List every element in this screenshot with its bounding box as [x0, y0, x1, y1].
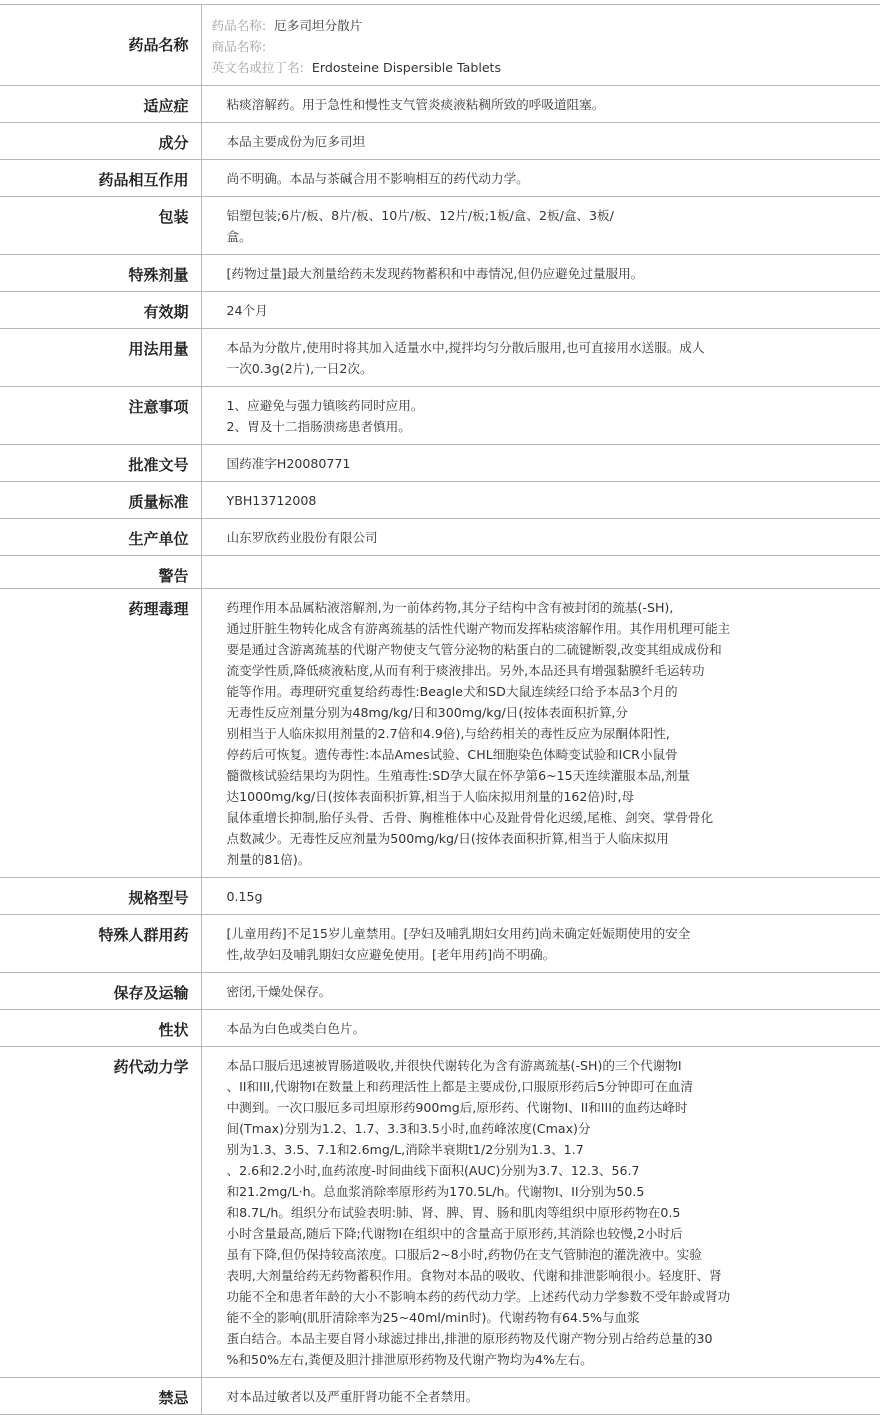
- label-usage: 用法用量: [0, 329, 201, 387]
- label-storage: 保存及运输: [0, 973, 201, 1010]
- pharmacology-line: 停药后可恢复。遗传毒性:本品Ames试验、CHL细胞染色体畸变试验和ICR小鼠骨: [226, 747, 678, 762]
- label-packaging: 包装: [0, 197, 201, 255]
- pharmacology-line: 流变学性质,降低痰液粘度,从而有利于痰液排出。另外,本品还具有增强黏膜纤毛运转功: [226, 663, 705, 678]
- pharmacokinetics-line: 中测到。一次口服厄多司坦原形药900mg后,原形药、代谢物I、II和III的血药达峰时: [226, 1100, 688, 1115]
- label-pharmacology: 药理毒理: [0, 589, 201, 878]
- value-contraindications: 对本品过敏者以及严重肝肾功能不全者禁用。: [201, 1378, 880, 1415]
- row-validity: [0, 292, 880, 329]
- row-manufacturer: [0, 519, 880, 556]
- pharmacokinetics-line: 功能不全和患者年龄的大小不影响本药的药代动力学。上述药代动力学参数不受年龄或肾功: [226, 1289, 731, 1304]
- label-spec: 规格型号: [0, 878, 201, 915]
- english-name-label: 英文名或拉丁名:: [211, 60, 304, 75]
- special-population-line: 性,故孕妇及哺乳期妇女应避免使用。[老年用药]尚不明确。: [226, 947, 556, 962]
- pharmacokinetics-line: 能不全的影响(肌肝清除率为25~40ml/min时)。代谢药物有64.5%与血浆: [226, 1310, 640, 1325]
- value-packaging: [201, 197, 880, 255]
- value-special-dosage: [药物过量]最大剂量给药未发现药物蓄积和中毒情况,但仍应避免过量服用。: [201, 255, 880, 292]
- pharmacology-line: 能等作用。毒理研究重复给药毒性:Beagle犬和SD大鼠连续经口给予本品3个月的: [226, 684, 678, 699]
- generic-name-label: 药品名称:: [211, 18, 267, 33]
- english-name-value: Erdosteine Dispersible Tablets: [311, 60, 502, 75]
- pharmacology-line: 鼠体重增长抑制,胎仔头骨、舌骨、胸椎椎体中心及趾骨骨化迟缓,尾椎、剑突、掌骨骨化: [226, 810, 714, 825]
- row-packaging: [0, 197, 880, 255]
- pharmacokinetics-line: 、2.6和2.2小时,血药浓度-时间曲线下面积(AUC)分别为3.7、12.3、56.7: [226, 1163, 640, 1178]
- packaging-line: 铝塑包装;6片/板、8片/板、10片/板、12片/板;1板/盒、2板/盒、3板/: [226, 208, 614, 223]
- pharmacokinetics-line: 和21.2mg/L·h。总血浆消除率原形药为170.5L/h。代谢物I、II分别为50.5: [226, 1184, 645, 1199]
- pharmacology-line: 达1000mg/kg/日(按体表面积折算,相当于人临床拟用剂量的162倍)时,母: [226, 789, 635, 804]
- pharmacokinetics-line: %和50%左右,粪便及胆汁排泄原形药物及代谢产物均为4%左右。: [226, 1352, 593, 1367]
- generic-name-value: 厄多司坦分散片: [274, 18, 363, 33]
- row-standard: [0, 482, 880, 519]
- label-validity: 有效期: [0, 292, 201, 329]
- label-indication: 适应症: [0, 86, 201, 123]
- pharmacology-line: 要是通过含游离巯基的代谢产物使支气管分泌物的粘蛋白的二硫键断裂,改变其组成成份和: [226, 642, 722, 657]
- pharmacology-line: 无毒性反应剂量分别为48mg/kg/日和300mg/kg/日(按体表面积折算,分: [226, 705, 629, 720]
- row-spec: [0, 878, 880, 915]
- pharmacokinetics-line: 别为1.3、3.5、7.1和2.6mg/L,消除半衰期t1/2分别为1.3、1.7: [226, 1142, 584, 1157]
- trade-name-label: 商品名称:: [211, 39, 267, 54]
- value-storage: 密闭,干燥处保存。: [201, 973, 880, 1010]
- pharmacology-line: 通过肝脏生物转化成含有游离巯基的活性代谢产物而发挥粘痰溶解作用。其作用机理可能主: [226, 621, 731, 636]
- drug-info-table: [0, 4, 880, 1415]
- row-storage: [0, 973, 880, 1010]
- row-pharmacology: [0, 589, 880, 878]
- value-precautions: [201, 387, 880, 445]
- value-approval: 国药准字H20080771: [201, 445, 880, 482]
- label-special-dosage: 特殊剂量: [0, 255, 201, 292]
- label-precautions: 注意事项: [0, 387, 201, 445]
- value-special-population: [201, 915, 880, 973]
- packaging-line: 盒。: [226, 229, 252, 244]
- label-appearance: 性状: [0, 1010, 201, 1047]
- precaution-line: 2、胃及十二指肠溃疡患者慎用。: [226, 419, 411, 434]
- pharmacology-line: 药理作用本品属粘液溶解剂,为一前体药物,其分子结构中含有被封闭的巯基(-SH),: [226, 600, 674, 615]
- value-spec: 0.15g: [201, 878, 880, 915]
- row-drug-name: [0, 5, 880, 86]
- row-contraindications: [0, 1378, 880, 1415]
- label-ingredients: 成分: [0, 123, 201, 160]
- row-appearance: [0, 1010, 880, 1047]
- row-special-population: [0, 915, 880, 973]
- value-manufacturer: 山东罗欣药业股份有限公司: [201, 519, 880, 556]
- pharmacokinetics-line: 和8.7L/h。组织分布试验表明:肺、肾、脾、胃、肠和肌肉等组织中原形药物在0.5: [226, 1205, 681, 1220]
- pharmacokinetics-line: 、II和III,代谢物I在数量上和药理活性上都是主要成份,口服原形药后5分钟即可在血清: [226, 1079, 693, 1094]
- label-pharmacokinetics: 药代动力学: [0, 1047, 201, 1378]
- label-interactions: 药品相互作用: [0, 160, 201, 197]
- row-warning: [0, 556, 880, 589]
- pharmacology-line: 髓微核试验结果均为阴性。生殖毒性:SD孕大鼠在怀孕第6~15天连续灌服本品,剂量: [226, 768, 691, 783]
- pharmacokinetics-line: 虽有下降,但仍保持较高浓度。口服后2~8小时,药物仍在支气管肺泡的灌洗液中。实验: [226, 1247, 702, 1262]
- row-ingredients: [0, 123, 880, 160]
- label-warning: 警告: [0, 556, 201, 589]
- value-standard: YBH13712008: [201, 482, 880, 519]
- pharmacology-line: 点数减少。无毒性反应剂量为500mg/kg/日(按体表面积折算,相当于人临床拟用: [226, 831, 669, 846]
- row-special-dosage: [0, 255, 880, 292]
- precaution-line: 1、应避免与强力镇咳药同时应用。: [226, 398, 424, 413]
- value-indication: 粘痰溶解药。用于急性和慢性支气管炎痰液粘稠所致的呼吸道阻塞。: [201, 86, 880, 123]
- row-approval: [0, 445, 880, 482]
- pharmacokinetics-line: 小时含量最高,随后下降;代谢物I在组织中的含量高于原形药,其消除也较慢,2小时后: [226, 1226, 683, 1241]
- label-standard: 质量标准: [0, 482, 201, 519]
- pharmacokinetics-line: 间(Tmax)分别为1.2、1.7、3.3和3.5小时,血药峰浓度(Cmax)分: [226, 1121, 591, 1136]
- value-interactions: 尚不明确。本品与茶碱合用不影响相互的药代动力学。: [201, 160, 880, 197]
- row-pharmacokinetics: [0, 1047, 880, 1378]
- label-contraindications: 禁忌: [0, 1378, 201, 1415]
- row-indication: [0, 86, 880, 123]
- pharmacology-line: 剂量的81倍)。: [226, 852, 311, 867]
- label-approval: 批准文号: [0, 445, 201, 482]
- label-manufacturer: 生产单位: [0, 519, 201, 556]
- pharmacokinetics-line: 蛋白结合。本品主要自肾小球滤过排出,排泄的原形药物及代谢产物分别占给药总量的30: [226, 1331, 713, 1346]
- value-usage: [201, 329, 880, 387]
- row-usage: [0, 329, 880, 387]
- value-warning: [201, 556, 880, 589]
- row-interactions: [0, 160, 880, 197]
- value-ingredients: 本品主要成份为厄多司坦: [201, 123, 880, 160]
- pharmacokinetics-line: 本品口服后迅速被胃肠道吸收,并很快代谢转化为含有游离巯基(-SH)的三个代谢物I: [226, 1058, 682, 1073]
- value-drug-name: [201, 5, 880, 86]
- usage-line: 本品为分散片,使用时将其加入适量水中,搅拌均匀分散后服用,也可直接用水送服。成人: [226, 340, 705, 355]
- value-validity: 24个月: [201, 292, 880, 329]
- pharmacokinetics-line: 表明,大剂量给药无药物蓄积作用。食物对本品的吸收、代谢和排泄影响很小。轻度肝、肾: [226, 1268, 722, 1283]
- value-appearance: 本品为白色或类白色片。: [201, 1010, 880, 1047]
- pharmacology-line: 别相当于人临床拟用剂量的2.7倍和4.9倍),与给药相关的毒性反应为尿酮体阳性,: [226, 726, 670, 741]
- label-special-population: 特殊人群用药: [0, 915, 201, 973]
- value-pharmacokinetics: [201, 1047, 880, 1378]
- row-precautions: [0, 387, 880, 445]
- special-population-line: [儿童用药]不足15岁儿童禁用。[孕妇及哺乳期妇女用药]尚未确定妊娠期使用的安全: [226, 926, 691, 941]
- label-drug-name: 药品名称: [0, 5, 201, 86]
- usage-line: 一次0.3g(2片),一日2次。: [226, 361, 373, 376]
- value-pharmacology: [201, 589, 880, 878]
